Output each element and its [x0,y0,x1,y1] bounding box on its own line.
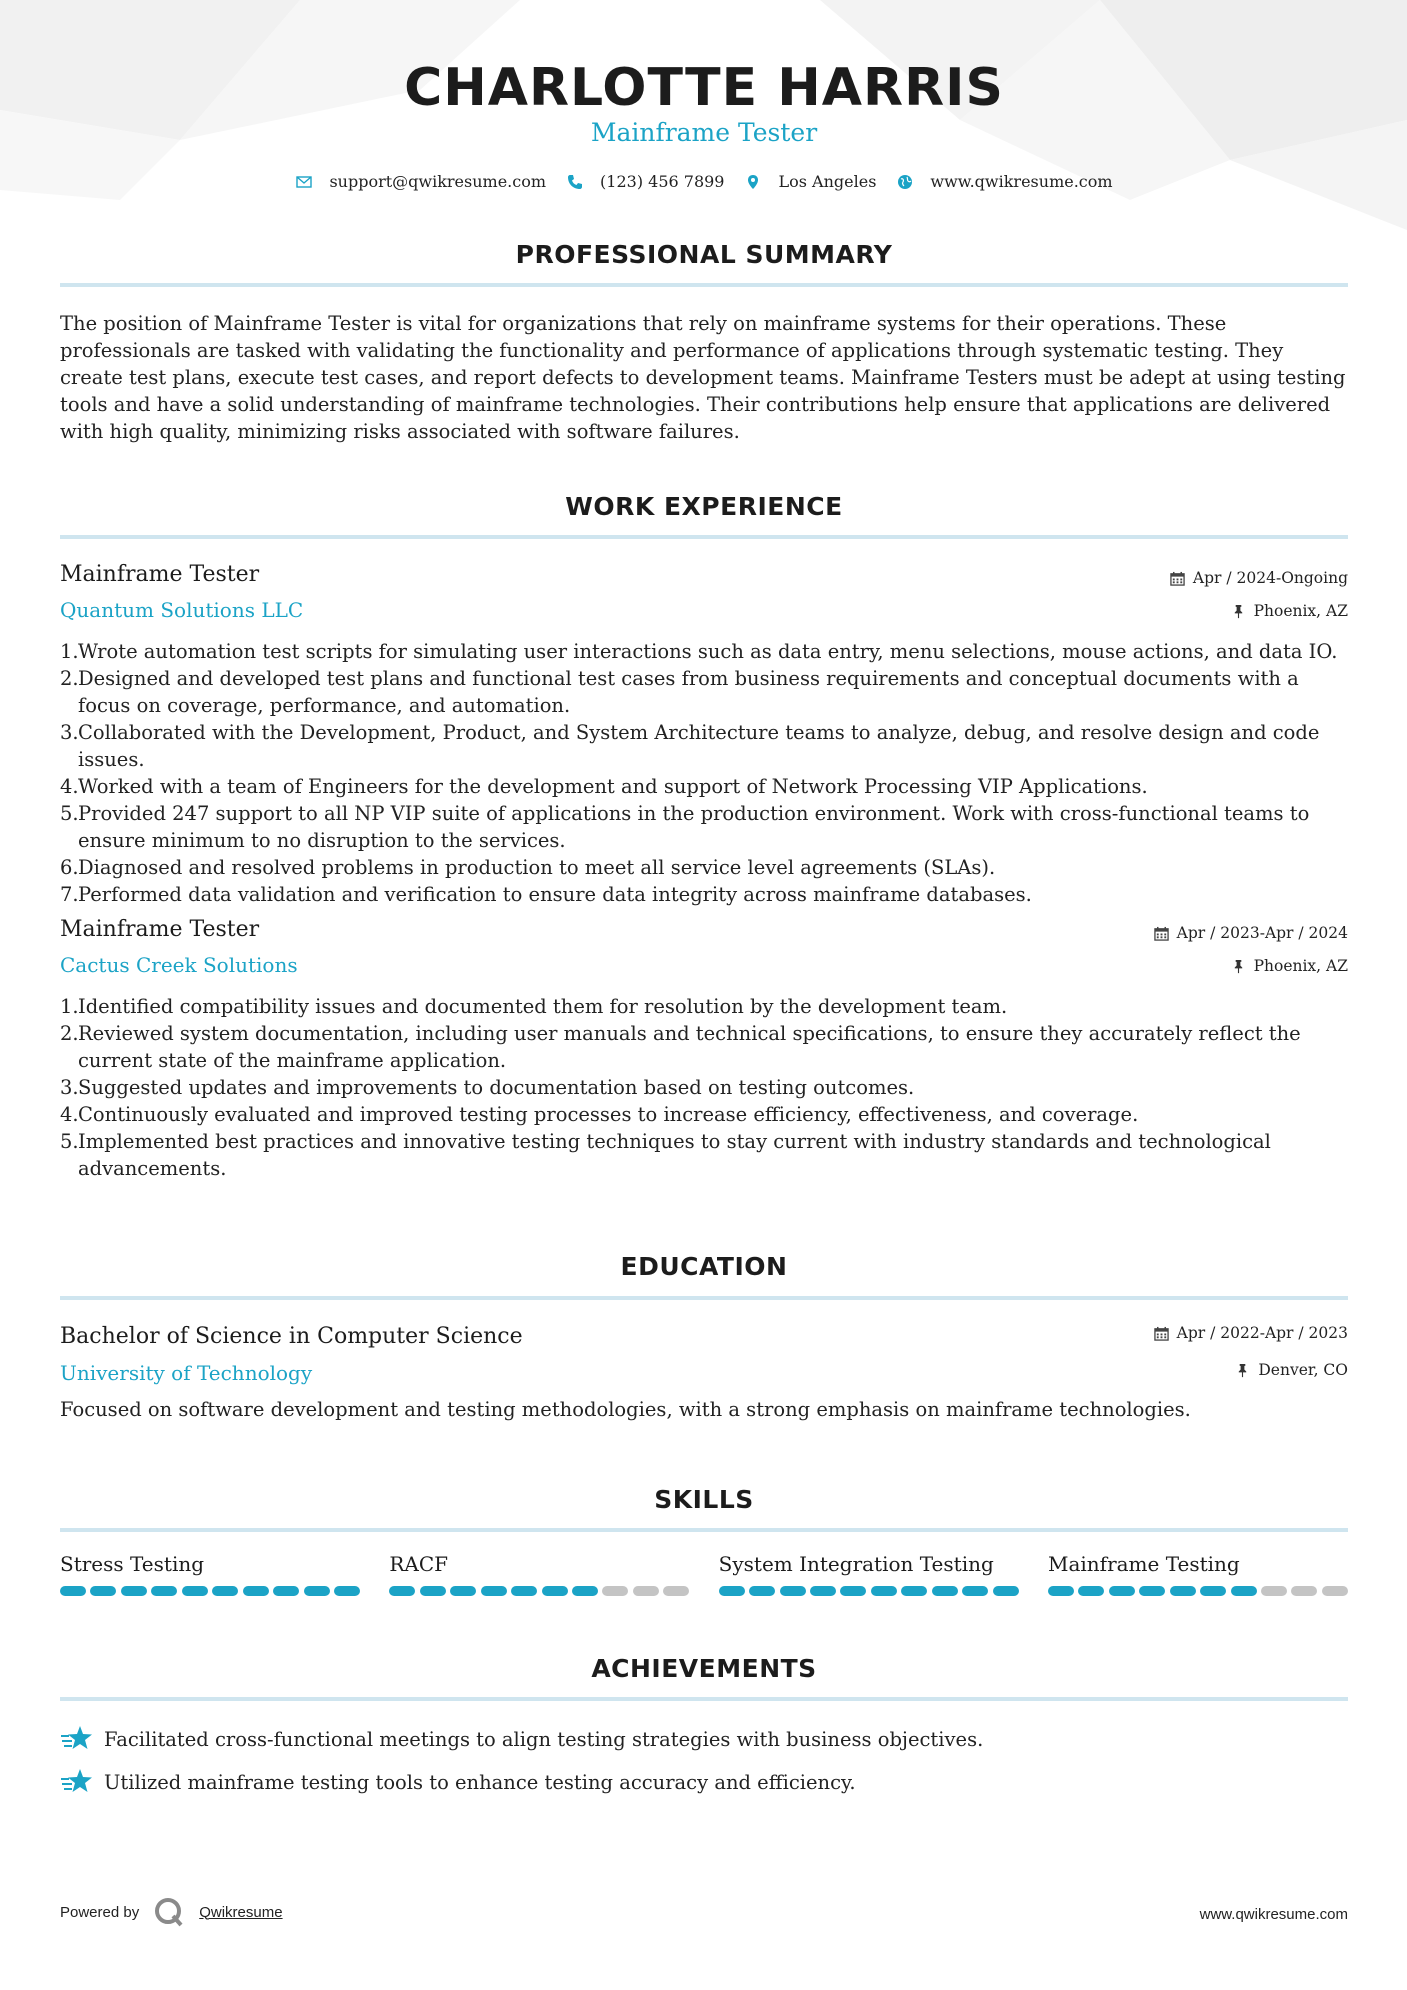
skill-segment-filled [1200,1586,1226,1596]
skill-segment-filled [420,1586,446,1596]
summary-text: The position of Mainframe Tester is vital for organizations that rely on mainframe systems for their operations. These professionals are tasked with validating the functionality and performance of applications through systematic testing. They create test plans, execute test cases, and report defects to development teams. Mainframe Testers must be adept at using testing tools and have a solid understanding of mainframe technologies. Their contributions help ensure that applications are delivered with high quality, minimizing risks associated with software failures. [60,312,1346,443]
education-heading: EDUCATION [620,1252,788,1281]
skill-segment-empty [602,1586,628,1596]
job-company: Quantum Solutions LLC [60,598,304,622]
skill-segment-filled [932,1586,958,1596]
skill-segment-filled [572,1586,598,1596]
list-item: 2. Reviewed system documentation, including user manuals and technical specifications, to ensure they accurately reflect the current state of the mainframe application. [60,1022,1301,1072]
contact-website-text: www.qwikresume.com [930,172,1113,191]
duty-text: Diagnosed and resolved problems in production to meet all service level agreements (SLAs). [78,856,996,879]
section-divider [60,1296,1348,1300]
education-description: Focused on software development and testing methodologies, with a strong emphasis on mainframe technologies. [60,1398,1191,1421]
list-item: 5. Implemented best practices and innovative testing techniques to stay current with industry standards and technological advancements. [60,1130,1271,1180]
skill-segment-empty [1322,1586,1348,1596]
skill-segment-filled [840,1586,866,1596]
list-item: 3. Suggested updates and improvements to documentation based on testing outcomes. [60,1076,915,1099]
skill-segment-empty [1291,1586,1317,1596]
skill-segment-empty [633,1586,659,1596]
list-item: 2. Designed and developed test plans and functional test cases from business requirements and conceptual documents with a focus on coverage, performance, and automation. [60,667,1299,717]
footer-website[interactable]: www.qwikresume.com [1199,1906,1348,1923]
achievement-text: Utilized mainframe testing tools to enhance testing accuracy and efficiency. [104,1770,856,1794]
pushpin-icon [1231,604,1246,619]
duty-text: Identified compatibility issues and documented them for resolution by the development team. [78,995,1008,1018]
duty-text: Implemented best practices and innovative testing techniques to stay current with industry standards and technological advancements. [78,1130,1271,1180]
list-item: 1. Identified compatibility issues and documented them for resolution by the development team. [60,995,1008,1018]
list-item: 4. Continuously evaluated and improved testing processes to increase efficiency, effectiveness, and coverage. [60,1103,1139,1126]
section-divider [60,283,1348,287]
achievement-item [60,1724,983,1754]
duty-text: Provided 247 support to all NP VIP suite of applications in the production environment. Work with cross-functional teams to ensure minimum to no disruption to the services. [78,802,1310,852]
globe-icon [896,173,914,191]
skills-heading: SKILLS [654,1485,754,1514]
education-dates [1154,1324,1348,1342]
achievements-heading: ACHIEVEMENTS [591,1654,817,1683]
duty-text: Suggested updates and improvements to documentation based on testing outcomes. [78,1076,915,1099]
skill-segment-filled [810,1586,836,1596]
envelope-icon [295,173,313,191]
skill-segment-filled [871,1586,897,1596]
section-divider [60,1528,1348,1532]
skill-level-bar [389,1586,689,1596]
skill-item [719,1552,1019,1596]
contact-website[interactable] [896,172,1112,191]
education-school: University of Technology [60,1361,313,1385]
education-dates-text: Apr / 2022-Apr / 2023 [1176,1324,1348,1342]
list-item: 1. Wrote automation test scripts for simulating user interactions such as data entry, menu selections, mouse actions, and data IO. [60,640,1338,663]
list-item: 5. Provided 247 support to all NP VIP suite of applications in the production environment. Work with cross-functional teams to ensure minimum to no disruption to the services. [60,802,1310,852]
job-duties-list [60,993,1348,1182]
skill-segment-filled [993,1586,1019,1596]
job-location [1231,957,1348,975]
summary-heading: PROFESSIONAL SUMMARY [515,240,893,269]
skill-name: System Integration Testing [718,1552,994,1576]
skill-segment-filled [1078,1586,1104,1596]
contact-phone-text: (123) 456 7899 [600,172,725,191]
calendar-icon [1154,1326,1169,1341]
qwikresume-logo-icon [153,1896,185,1928]
map-pin-icon [744,173,762,191]
candidate-title: Mainframe Tester [590,118,818,147]
skill-item [1048,1552,1348,1596]
contact-bar [60,172,1348,191]
experience-heading: WORK EXPERIENCE [565,492,843,521]
skill-segment-filled [1170,1586,1196,1596]
skill-segment-filled [962,1586,988,1596]
job-title: Mainframe Tester [60,562,260,587]
candidate-name: CHARLOTTE HARRIS [404,58,1004,118]
skills-grid [60,1552,1348,1596]
skill-segment-filled [481,1586,507,1596]
duty-text: Continuously evaluated and improved testing processes to increase efficiency, effectiveness, and coverage. [78,1103,1139,1126]
job-location-text: Phoenix, AZ [1253,602,1348,620]
list-item: 7. Performed data validation and verification to ensure data integrity across mainframe databases. [60,883,1032,906]
education-location-text: Denver, CO [1258,1361,1348,1379]
skill-item [60,1552,360,1596]
section-divider [60,535,1348,539]
list-item: 4. Worked with a team of Engineers for the development and support of Network Processing VIP Applications. [60,775,1148,798]
duty-text: Performed data validation and verification to ensure data integrity across mainframe databases. [78,883,1032,906]
skill-segment-filled [1109,1586,1135,1596]
skill-segment-filled [243,1586,269,1596]
skill-segment-filled [334,1586,360,1596]
skill-segment-filled [1231,1586,1257,1596]
skill-segment-empty [1261,1586,1287,1596]
contact-location-text: Los Angeles [778,172,877,191]
skill-segment-filled [304,1586,330,1596]
duty-text: Designed and developed test plans and functional test cases from business requirements and conceptual documents with a focus on coverage, performance, and automation. [78,667,1299,717]
list-item: 6. Diagnosed and resolved problems in production to meet all service level agreements (SLAs). [60,856,996,879]
contact-phone[interactable] [566,172,724,191]
skill-item [389,1552,689,1596]
skill-level-bar [60,1586,360,1596]
star-icon [60,1767,94,1797]
skill-segment-filled [901,1586,927,1596]
skill-segment-filled [212,1586,238,1596]
skill-name: Mainframe Testing [1047,1552,1240,1576]
duty-text: Wrote automation test scripts for simulating user interactions such as data entry, menu selections, mouse actions, and data IO. [78,640,1338,663]
skill-segment-filled [511,1586,537,1596]
job-dates [1154,924,1348,942]
job-location [1231,602,1348,620]
star-icon [60,1724,94,1754]
calendar-icon [1154,926,1169,941]
duty-text: Worked with a team of Engineers for the development and support of Network Processing VIP Applications. [78,775,1148,798]
calendar-icon [1170,571,1185,586]
list-item: 3. Collaborated with the Development, Product, and System Architecture teams to analyze, debug, and resolve design and code issues. [60,721,1320,771]
contact-email[interactable] [295,172,546,191]
brand-link[interactable]: Qwikresume [199,1903,283,1921]
achievement-item [60,1767,856,1797]
contact-email-text: support@qwikresume.com [329,172,547,191]
job-company: Cactus Creek Solutions [60,953,298,977]
achievement-text: Facilitated cross-functional meetings to align testing strategies with business objectives. [104,1727,984,1751]
pushpin-icon [1235,1363,1250,1378]
skill-segment-filled [273,1586,299,1596]
skill-segment-filled [151,1586,177,1596]
skill-name: RACF [389,1552,449,1576]
skill-segment-filled [542,1586,568,1596]
job-duties-list [60,638,1348,908]
powered-by-label: Powered by [60,1903,140,1921]
skill-segment-filled [780,1586,806,1596]
skill-name: Stress Testing [60,1552,205,1576]
skill-segment-filled [1048,1586,1074,1596]
job-dates-text: Apr / 2023-Apr / 2024 [1176,924,1348,942]
job-dates-text: Apr / 2024-Ongoing [1192,569,1348,587]
education-location [1235,1361,1348,1379]
job-location-text: Phoenix, AZ [1253,957,1348,975]
contact-location [744,172,876,191]
skill-segment-filled [1139,1586,1165,1596]
skill-segment-filled [90,1586,116,1596]
education-degree: Bachelor of Science in Computer Science [60,1324,523,1349]
skill-level-bar [1048,1586,1348,1596]
skill-segment-empty [663,1586,689,1596]
skill-segment-filled [719,1586,745,1596]
skill-segment-filled [182,1586,208,1596]
skill-segment-filled [60,1586,86,1596]
pushpin-icon [1231,959,1246,974]
skill-level-bar [719,1586,1019,1596]
job-dates [1170,569,1348,587]
skill-segment-filled [121,1586,147,1596]
duty-text: Collaborated with the Development, Product, and System Architecture teams to analyze, debug, and resolve design and code issues. [78,721,1320,771]
job-title: Mainframe Tester [60,917,260,942]
section-divider [60,1697,1348,1701]
duty-text: Reviewed system documentation, including user manuals and technical specifications, to ensure they accurately reflect the current state of the mainframe application. [78,1022,1301,1072]
footer-powered-by [60,1896,283,1928]
skill-segment-filled [749,1586,775,1596]
skill-segment-filled [450,1586,476,1596]
skill-segment-filled [389,1586,415,1596]
phone-icon [566,173,584,191]
